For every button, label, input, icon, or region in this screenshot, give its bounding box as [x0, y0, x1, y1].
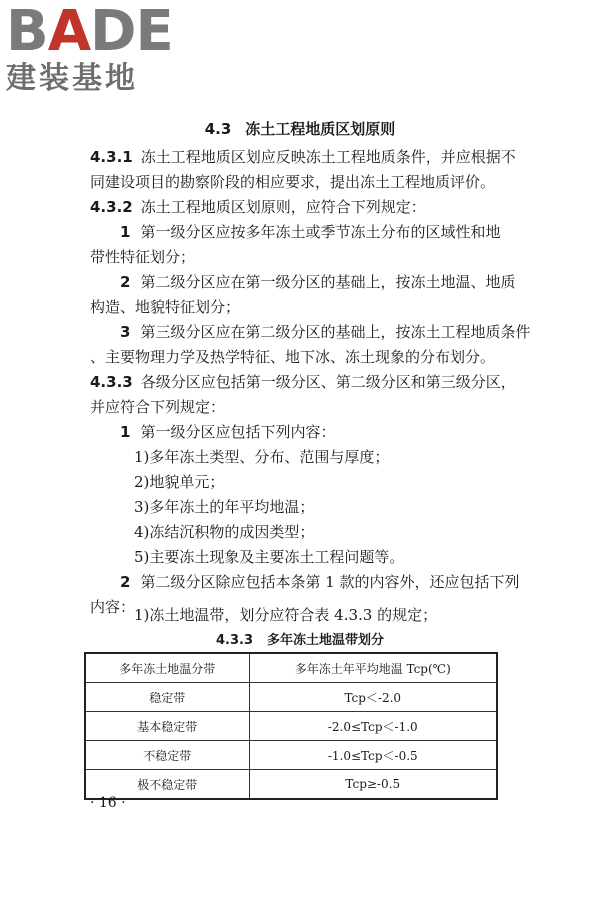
- item-2-line2: 构造、地貌特征划分；: [90, 298, 241, 316]
- section-title: 冻土工程地质区划原则: [245, 120, 396, 138]
- item-number: 1: [120, 223, 131, 241]
- list-entry-5: 5)主要冻土现象及主要冻土工程问题等。: [134, 548, 405, 566]
- item-text: 第二级分区除应包括本条第 1 款的内容外，还应包括下列: [140, 573, 520, 591]
- section-number: 4.3: [204, 120, 232, 138]
- item-text: 第二级分区应在第一级分区的基础上，按冻土地温、地质: [140, 273, 516, 291]
- clause-text: 各级分区应包括第一级分区、第二级分区和第三级分区，: [140, 373, 516, 391]
- clause-4-3-1-line1: [90, 145, 516, 170]
- clause-4-3-2-line1: [90, 195, 426, 220]
- table-cell: 基本稳定带: [85, 712, 249, 741]
- item-3-line1: [120, 320, 530, 345]
- table-header-cell: 多年冻土地温分带: [85, 653, 249, 683]
- item-2-line1: [120, 270, 515, 295]
- table-row: [85, 741, 497, 770]
- logo-wordmark: [6, 0, 176, 64]
- table-cell: -2.0≤Tcp＜-1.0: [249, 712, 497, 741]
- clause-4-3-1-line2: 同建设项目的勘察阶段的相应要求，提出冻土工程地质评价。: [90, 173, 496, 191]
- table-cell: 稳定带: [85, 683, 249, 712]
- subitem-1: [120, 420, 335, 445]
- table-header-row: [85, 653, 497, 683]
- logo-letter-b: B: [6, 0, 48, 64]
- table-header-cell: 多年冻土年平均地温 Tcp(℃): [249, 653, 497, 683]
- clause-4-3-3-line1: [90, 370, 516, 395]
- page-number: · 16 ·: [90, 795, 126, 811]
- section-heading: [0, 118, 600, 139]
- clause-text: 冻土工程地质区划应反映冻土工程地质条件，并应根据不: [140, 148, 516, 166]
- list-entry-4: 4)冻结沉积物的成因类型；: [134, 523, 315, 541]
- table-caption: [0, 629, 600, 648]
- brand-logo: [6, 0, 176, 96]
- item-text: 第三级分区应在第二级分区的基础上，按冻土工程地质条件: [140, 323, 531, 341]
- item-text: 第一级分区应按多年冻土或季节冻土分布的区域性和地: [140, 223, 501, 241]
- table-row: [85, 683, 497, 712]
- frost-temperature-table: [84, 652, 498, 800]
- item-1-line2: 带性特征划分；: [90, 248, 196, 266]
- logo-letters-de: DE: [90, 0, 173, 64]
- list-entry-1: 1)多年冻土类型、分布、范围与厚度；: [134, 448, 390, 466]
- clause-number: 4.3.2: [90, 198, 133, 216]
- table-cell: Tcp≥-0.5: [249, 770, 497, 800]
- table-row: [85, 770, 497, 800]
- table-title: 多年冻土地温带划分: [267, 633, 385, 648]
- table-cell: Tcp＜-2.0: [249, 683, 497, 712]
- item-text: 第一级分区应包括下列内容：: [140, 423, 336, 441]
- subitem-2-line1: [120, 570, 520, 595]
- list-entry-t1: 1)冻土地温带，划分应符合表 4.3.3 的规定；: [134, 606, 438, 624]
- clause-number: 4.3.3: [90, 373, 133, 391]
- item-number: 3: [120, 323, 131, 341]
- table-row: [85, 712, 497, 741]
- clause-4-3-3-line2: 并应符合下列规定：: [90, 398, 226, 416]
- item-number: 1: [120, 423, 131, 441]
- table-cell: 极不稳定带: [85, 770, 249, 800]
- clause-text: 冻土工程地质区划原则，应符合下列规定：: [140, 198, 426, 216]
- table-cell: 不稳定带: [85, 741, 249, 770]
- subitem-2-line2: 内容：: [90, 598, 136, 616]
- list-entry-3: 3)多年冻土的年平均地温；: [134, 498, 315, 516]
- item-number: 2: [120, 573, 131, 591]
- logo-subtitle: 建装基地: [6, 61, 138, 96]
- logo-letter-a: A: [47, 0, 91, 64]
- list-entry-2: 2)地貌单元；: [134, 473, 225, 491]
- table-cell: -1.0≤Tcp＜-0.5: [249, 741, 497, 770]
- item-number: 2: [120, 273, 131, 291]
- table-number: 4.3.3: [215, 633, 253, 648]
- item-3-line2: 、主要物理力学及热学特征、地下冰、冻土现象的分布划分。: [90, 348, 496, 366]
- clause-number: 4.3.1: [90, 148, 133, 166]
- item-1-line1: [120, 220, 500, 245]
